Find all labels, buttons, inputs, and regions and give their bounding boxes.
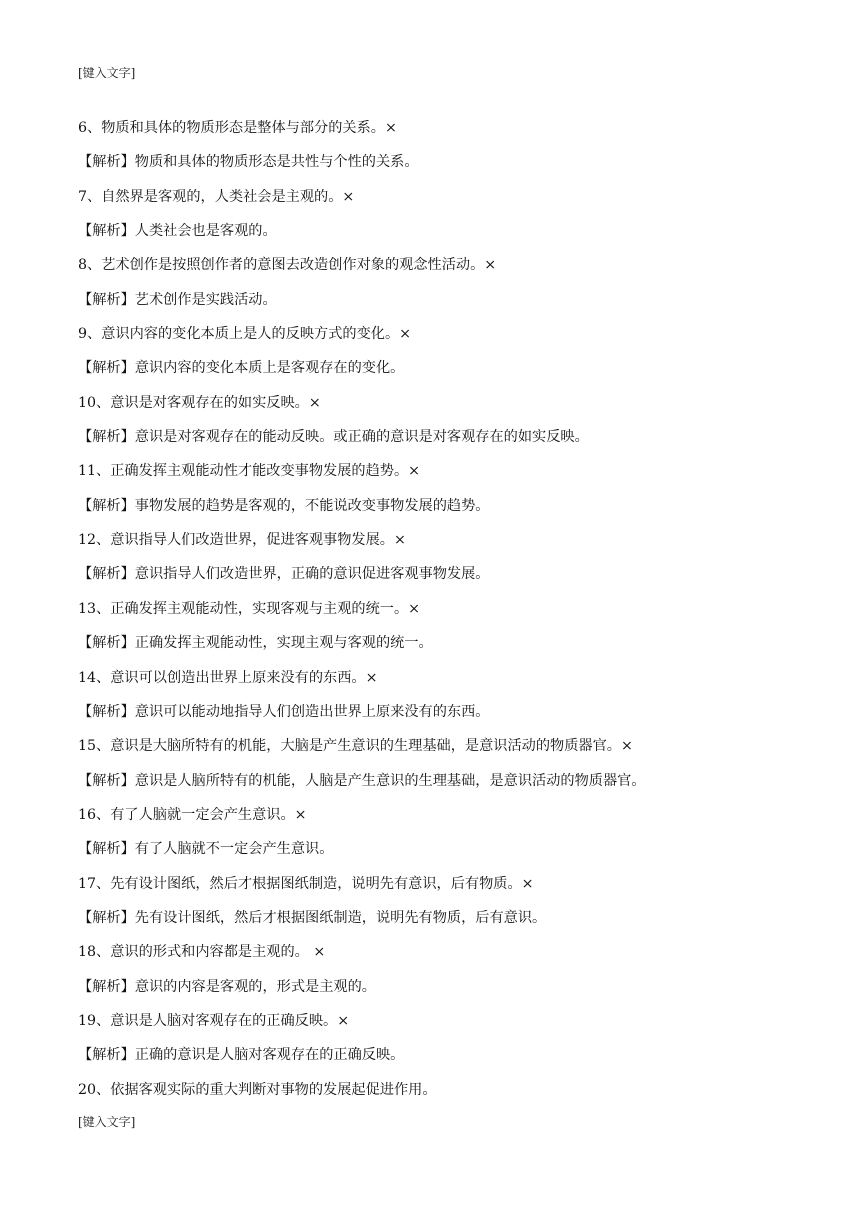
analysis-line	[78, 771, 778, 805]
question-line: 15、意识是大脑所特有的机能，大脑是产生意识的生理基础，是意识活动的物质器官。×	[78, 738, 633, 755]
analysis-text: 意识是对客观存在的能动反映。或正确的意识是对客观存在的如实反映。	[134, 429, 589, 446]
analysis-line	[78, 908, 778, 942]
analysis-label: 【解析】	[78, 703, 135, 720]
analysis-text: 事物发展的趋势是客观的，不能说改变事物发展的趋势。	[134, 497, 490, 514]
analysis-label: 【解析】	[78, 291, 135, 308]
question-line: 8、艺术创作是按照创作者的意图去改造创作对象的观念性活动。×	[78, 257, 497, 274]
analysis-line	[78, 358, 778, 392]
analysis-line	[78, 290, 778, 324]
analysis-line	[78, 839, 778, 873]
page-header: [键入文字]	[78, 66, 136, 80]
question-line: 13、正确发挥主观能动性，实现客观与主观的统一。×	[78, 600, 421, 617]
analysis-line	[78, 1045, 778, 1079]
analysis-text: 意识可以能动地指导人们创造出世界上原来没有的东西。	[134, 703, 490, 720]
analysis-text: 人类社会也是客观的。	[134, 223, 277, 240]
analysis-line	[78, 496, 778, 530]
analysis-line	[78, 977, 778, 1011]
question-line: 20、依据客观实际的重大判断对事物的发展起促进作用。	[78, 1081, 437, 1098]
question-line: 14、意识可以创造出世界上原来没有的东西。×	[78, 669, 378, 686]
question-line: 9、意识内容的变化本质上是人的反映方式的变化。×	[78, 326, 412, 343]
analysis-label: 【解析】	[78, 566, 135, 583]
analysis-label: 【解析】	[78, 497, 135, 514]
analysis-label: 【解析】	[78, 360, 135, 377]
analysis-label: 【解析】	[78, 978, 135, 995]
analysis-label: 【解析】	[78, 909, 135, 926]
question-line: 6、物质和具体的物质形态是整体与部分的关系。×	[78, 120, 397, 136]
question-line: 18、意识的形式和内容都是主观的。 ×	[78, 944, 326, 961]
analysis-label: 【解析】	[78, 772, 135, 789]
document-body	[78, 118, 778, 1104]
page-footer: [键入文字]	[78, 1115, 136, 1129]
analysis-label: 【解析】	[78, 841, 135, 858]
analysis-text: 正确发挥主观能动性，实现主观与客观的统一。	[134, 635, 433, 652]
analysis-text: 艺术创作是实践活动。	[134, 291, 277, 308]
analysis-text: 先有设计图纸，然后才根据图纸制造，说明先有物质，后有意识。	[134, 909, 547, 926]
analysis-text: 意识指导人们改造世界，正确的意识促进客观事物发展。	[134, 566, 490, 583]
analysis-text: 意识的内容是客观的，形式是主观的。	[134, 978, 376, 995]
analysis-line	[78, 564, 778, 598]
analysis-label: 【解析】	[78, 1047, 135, 1064]
analysis-label: 【解析】	[78, 154, 135, 171]
analysis-text: 意识是人脑所特有的机能，人脑是产生意识的生理基础，是意识活动的物质器官。	[134, 772, 646, 789]
analysis-line	[78, 152, 778, 186]
analysis-text: 正确的意识是人脑对客观存在的正确反映。	[134, 1047, 405, 1064]
question-line: 10、意识是对客观存在的如实反映。×	[78, 394, 321, 411]
question-line: 17、先有设计图纸，然后才根据图纸制造，说明先有意识，后有物质。×	[78, 875, 534, 892]
question-line: 19、意识是人脑对客观存在的正确反映。×	[78, 1012, 350, 1029]
analysis-text: 物质和具体的物质形态是共性与个性的关系。	[134, 154, 419, 171]
analysis-label: 【解析】	[78, 223, 135, 240]
analysis-line	[78, 221, 778, 255]
question-line: 7、自然界是客观的，人类社会是主观的。×	[78, 188, 355, 205]
question-line: 11、正确发挥主观能动性才能改变事物发展的趋势。×	[78, 463, 421, 480]
analysis-line	[78, 702, 778, 736]
question-line: 16、有了人脑就一定会产生意识。×	[78, 806, 307, 823]
analysis-text: 有了人脑就不一定会产生意识。	[134, 841, 334, 858]
question-line: 12、意识指导人们改造世界，促进客观事物发展。×	[78, 532, 406, 549]
analysis-label: 【解析】	[78, 429, 135, 446]
analysis-text: 意识内容的变化本质上是客观存在的变化。	[134, 360, 405, 377]
analysis-label: 【解析】	[78, 635, 135, 652]
analysis-line	[78, 427, 778, 461]
analysis-line	[78, 633, 778, 667]
